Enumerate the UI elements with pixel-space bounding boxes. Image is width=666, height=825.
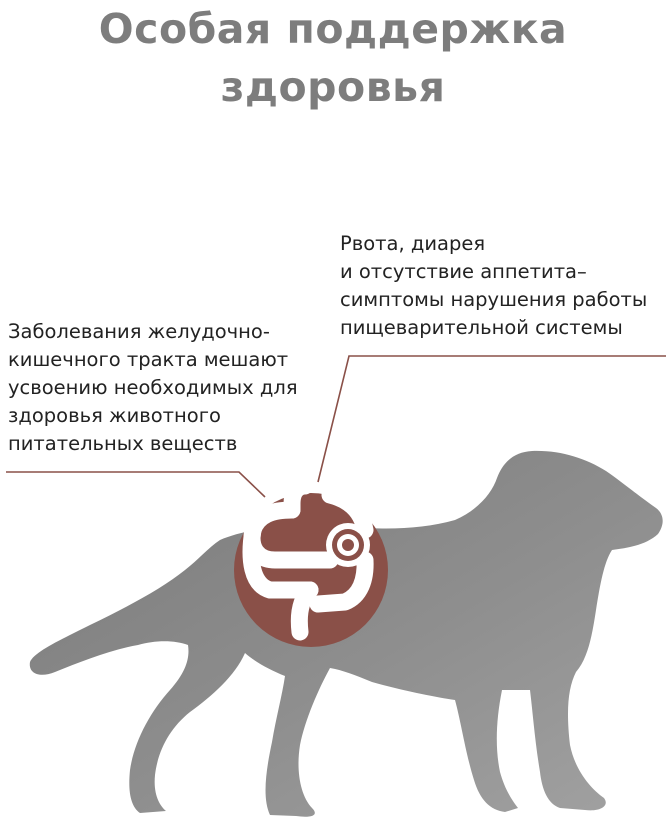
callout-symptoms-line-2: и отсутствие аппетита–: [340, 260, 587, 283]
leader-line-diseases: [6, 472, 265, 497]
title-line-2: здоровья: [220, 63, 446, 111]
callout-diseases-line-1: Заболевания желудочно-: [8, 320, 270, 343]
title-line-1: Особая поддержка: [98, 5, 568, 53]
callout-diseases-line-3: усвоению необходимых для: [8, 376, 298, 399]
callout-symptoms-line-1: Рвота, диарея: [340, 232, 486, 255]
leader-line-symptoms: [318, 356, 666, 482]
callout-diseases-line-4: здоровья животного: [8, 404, 221, 427]
target-icon: [326, 523, 370, 567]
callout-symptoms-line-4: пищеварительной системы: [340, 316, 623, 339]
callout-symptoms-line-3: симптомы нарушения работы: [340, 288, 648, 311]
callout-diseases-line-2: кишечного тракта мешают: [8, 348, 289, 371]
callout-diseases-line-5: питательных веществ: [8, 432, 238, 455]
